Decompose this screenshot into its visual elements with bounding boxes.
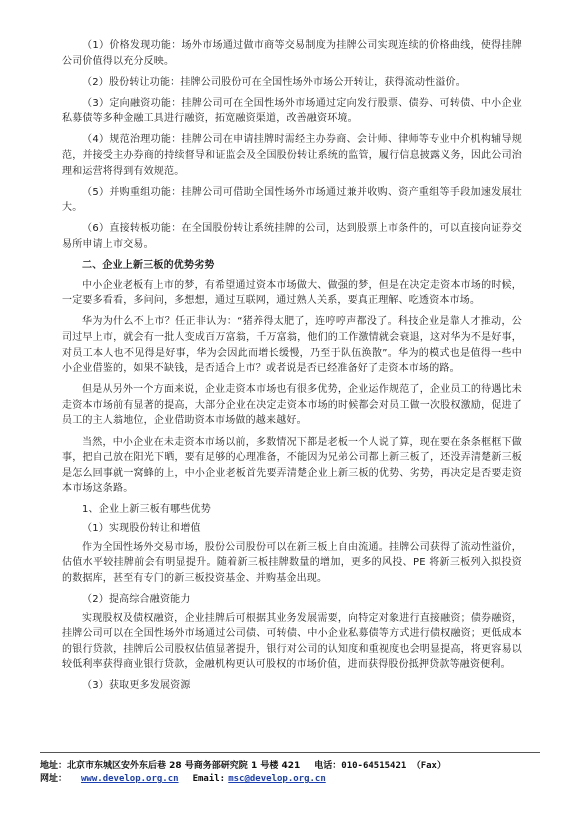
- paragraph-dream: 中小企业老板有上市的梦，有希望通过资本市场做大、做强的梦，但是在决定走资本市场的时候，一定要多看看，多问问，多想想，通过互联网，通过熟人关系，要真正理解、吃透资本市场。: [62, 279, 522, 307]
- section-heading: 二、企业上新三板的优势劣势: [82, 260, 215, 272]
- web-label: 网址：: [40, 774, 68, 784]
- paragraph-price-discovery: （1）价格发现功能：场外市场通过做市商等交易制度为挂牌公司实现连续的价格曲线，使得挂牌公司价值得以充分反映。: [62, 40, 522, 67]
- website-link[interactable]: www.develop.org.cn: [81, 774, 179, 784]
- subheading-advantages: 1、企业上新三板有哪些优势: [82, 504, 211, 516]
- paragraph-financing: 实现股权及债权融资，企业挂牌后可根据其业务发展需要，向特定对象进行直接融资；债券融资，挂牌公司可以在全国性场外市场通过公司债、可转债、中小企业私募债等方式进行债权融资；更低成本的银行贷款，挂牌后公司股权估值显著提升，银行对公司的认知度和重视度也会明显提高，将更容易以较低利率获得商业银行贷款，金融机构更认可股权的市场价值，进而获得股份抵押贷款等融资便利。: [62, 612, 522, 671]
- paragraph-advantages: 但是从另外一个方面来说，企业走资本市场也有很多优势，企业运作规范了，企业员工的待遇比未走资本市场前有显著的提高，大部分企业在决定走资本市场的时候都会对员工做一次股权激励，促进了员工的主人翁地位，企业借助资本市场做的越来越好。: [62, 384, 522, 427]
- paragraph-considerations: 当然，中小企业在未走资本市场以前，多数情况下都是老板一个人说了算，现在要在条条框框下做事，把自己放在阳光下晒，要有足够的心理准备，不能因为兄弟公司都上新三板了，还没弄清楚新三板是怎么回事就一窝蜂的上，中小企业老板首先要弄清楚企业上新三板的优势、劣势，再决定是否要走资本市场这条路。: [62, 436, 522, 495]
- page-footer: [40, 760, 550, 786]
- subheading-financing: （2）提高综合融资能力: [82, 593, 191, 605]
- paragraph-huawei: 华为为什么不上市？任正非认为：“猪养得太肥了，连哼哼声都没了。科技企业是靠人才推动，公司过早上市，就会有一批人变成百万富翁，千万富翁，他们的工作激情就会衰退，这对华为不是好事，对员工本人也不见得是好事，华为会因此而增长缓慢，乃至于队伍涣散”。华为的模式也是值得一些中小企业借鉴的，如果不缺钱，是否适合上市？或者说是否已经准备好了走资本市场的路。: [62, 316, 522, 375]
- paragraph-governance: （4）规范治理功能：挂牌公司在申请挂牌时需经主办券商、会计师、律师等专业中介机构辅导规范，并接受主办券商的持续督导和证监会及全国股份转让系统的监管，履行信息披露义务，因此公司治理和运营将得到有效规范。: [62, 134, 522, 177]
- subheading-share-transfer: （1）实现股份转让和增值: [82, 523, 201, 535]
- paragraph-share-transfer: （2）股份转让功能：挂牌公司股份可在全国性场外市场公开转让，获得流动性溢价。: [82, 76, 466, 88]
- paragraph-mergers: （5）并购重组功能：挂牌公司可借助全国性场外市场通过兼并收购、资产重组等手段加速发展壮大。: [62, 186, 522, 214]
- document-body: [62, 38, 522, 697]
- phone-text: 010-64515421 （Fax）: [341, 761, 446, 771]
- email-label: Email:: [192, 774, 226, 784]
- address-label: 地址：: [40, 761, 68, 771]
- footer-divider: [40, 752, 540, 753]
- email-link[interactable]: msc@develop.org.cn: [228, 774, 326, 784]
- paragraph-board-transfer: （6）直接转板功能：在全国股份转让系统挂牌的公司，达到股票上市条件的，可以直接向证券交易所申请上市交易。: [62, 223, 522, 251]
- paragraph-share-value: 作为全国性场外交易市场，股份公司股份可以在新三板上自由流通。挂牌公司获得了流动性溢价，估值水平较挂牌前会有明显提升。随着新三板挂牌数量的增加，更多的风投、PE 将新三板列入拟投资的数据库，甚至有专门的新三板投资基金、并购基金出现。: [62, 541, 522, 584]
- footer-contact-row: [40, 773, 550, 786]
- phone-label: 电话：: [314, 761, 342, 771]
- footer-address-row: [40, 760, 550, 773]
- subheading-resources: （3）获取更多发展资源: [82, 680, 191, 692]
- address-text: 北京市东城区安外东后巷 28 号商务部研究院 1 号楼 421: [67, 761, 301, 771]
- paragraph-directed-financing: （3）定向融资功能：挂牌公司可在全国性场外市场通过定向发行股票、债券、可转债、中小企业私募债等多种金融工具进行融资，拓宽融资渠道，改善融资环境。: [62, 97, 522, 125]
